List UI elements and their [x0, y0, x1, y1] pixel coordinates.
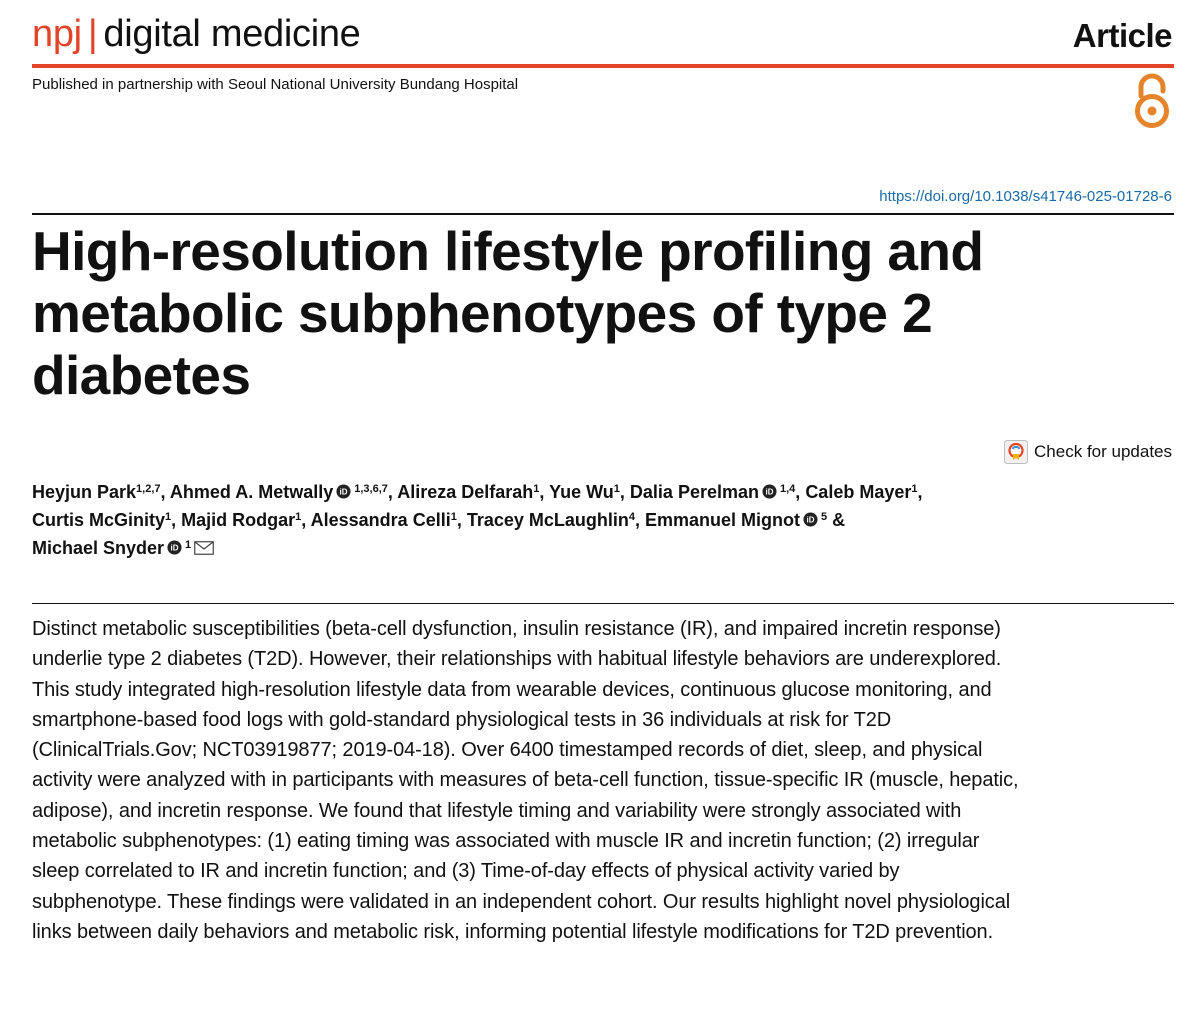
journal-separator: | — [87, 13, 98, 55]
author-name: Heyjun Park — [32, 482, 137, 502]
author-8 — [181, 510, 301, 530]
email-icon[interactable] — [194, 541, 214, 555]
header-rule — [32, 64, 1174, 68]
author-name: Alessandra Celli — [310, 510, 451, 530]
author-name: Curtis McGinity — [32, 510, 166, 530]
author-affiliation: 1 — [185, 539, 192, 551]
author-6 — [805, 482, 917, 502]
check-for-updates-button[interactable] — [1004, 439, 1172, 465]
orcid-icon[interactable] — [336, 484, 351, 499]
author-3 — [397, 482, 539, 502]
author-1 — [32, 482, 161, 502]
open-access-icon — [1132, 72, 1172, 130]
partnership-text: Published in partnership with Seoul National University Bundang Hospital — [32, 76, 519, 93]
author-affiliation: 1 — [295, 511, 302, 523]
svg-text:iD: iD — [806, 515, 815, 525]
author-name: Michael Snyder — [32, 538, 165, 558]
author-9 — [311, 510, 457, 530]
author-affiliation: 4 — [628, 511, 636, 523]
author-name: Dalia Perelman — [629, 482, 759, 502]
author-name: Emmanuel Mignot — [645, 510, 801, 530]
orcid-icon[interactable] — [803, 512, 818, 527]
article-type-label: Article — [1072, 17, 1172, 54]
title-rule — [32, 213, 1174, 215]
orcid-icon[interactable] — [762, 484, 777, 499]
author-12 — [32, 538, 214, 558]
author-affiliation: 1 — [613, 483, 620, 495]
journal-prefix: npj — [32, 13, 82, 55]
svg-text:iD: iD — [339, 487, 348, 497]
author-name: Ahmed A. Metwally — [169, 482, 334, 502]
journal-name: digital medicine — [103, 13, 361, 55]
author-7 — [32, 510, 171, 530]
author-10 — [467, 510, 635, 530]
author-affiliation: 1 — [911, 483, 918, 495]
abstract-rule — [32, 603, 1174, 604]
svg-text:iD: iD — [170, 543, 179, 553]
journal-logo — [32, 10, 361, 58]
author-4 — [549, 482, 620, 502]
author-affiliation: 1 — [533, 483, 540, 495]
author-affiliation: 1,4 — [780, 483, 796, 495]
svg-text:iD: iD — [765, 487, 774, 497]
article-title: High-resolution lifestyle profiling and metabolic subphenotypes of type 2 diabetes — [32, 220, 984, 406]
author-2 — [170, 482, 388, 502]
author-affiliation: 1,2,7 — [136, 483, 161, 495]
author-5 — [630, 482, 795, 502]
author-name: Tracey McLaughlin — [466, 510, 629, 530]
orcid-icon[interactable] — [167, 540, 182, 555]
author-affiliation: 1 — [450, 511, 457, 523]
author-11 — [645, 510, 827, 530]
author-name: Yue Wu — [549, 482, 614, 502]
author-name: Majid Rodgar — [181, 510, 296, 530]
author-affiliation: 1,3,6,7 — [354, 483, 388, 495]
author-list: Heyjun Park$^{1,2,7}$, Ahmed A. Metwally iD $^{1,3,6,7}$, Alireza Delfarah$^1$, Yue Wu$^1$, Dalia Perelman iD $^{1,4}$, Caleb Mayer$^1$, Curtis McGinity$^1$, Majid Rodgar$^1$, Alessandra Celli$^1$, Tracey McLaughlin$^4$, Emmanuel Mignot iD $^5$ & Michael Snyder iD $^1$ — [32, 482, 923, 558]
abstract-text: Distinct metabolic susceptibilities (beta-cell dysfunction, insulin resistance (IR), and impaired incretin response) underlie type 2 diabetes (T2D). However, their relationships with habitual lifestyle behaviors are underexplored. This study integrated high-resolution lifestyle data from wearable devices, continuous glucose monitoring, and smartphone-based food logs with gold-standard physiological tests in 36 individuals at risk for T2D (ClinicalTrials.Gov; NCT03919877; 2019-04-18). Over 6400 timestamped records of diet, sleep, and physical activity were analyzed with in participants with measures of beta-cell function, tissue-specific IR (muscle, hepatic, adipose), and incretin response. We found that lifestyle timing and variability were strongly associated with metabolic subphenotypes: (1) eating timing was associated with muscle IR and incretin function; (2) irregular sleep correlated to IR and incretin function; and (3) Time-of-day effects of physical activity varied by subphenotype. These findings were validated in an independent cohort. Our results highlight novel physiological links between daily behaviors and metabolic risk, informing potential lifestyle modifications for T2D prevention. — [32, 618, 1019, 943]
author-affiliation: 5 — [821, 511, 828, 523]
author-name: Caleb Mayer — [805, 482, 912, 502]
author-name: Alireza Delfarah — [397, 482, 534, 502]
check-for-updates-label: Check for updates — [1034, 442, 1172, 461]
crossmark-icon — [1004, 440, 1028, 464]
doi-link[interactable]: https://doi.org/10.1038/s41746-025-01728-6 — [879, 188, 1172, 205]
author-affiliation: 1 — [165, 511, 172, 523]
